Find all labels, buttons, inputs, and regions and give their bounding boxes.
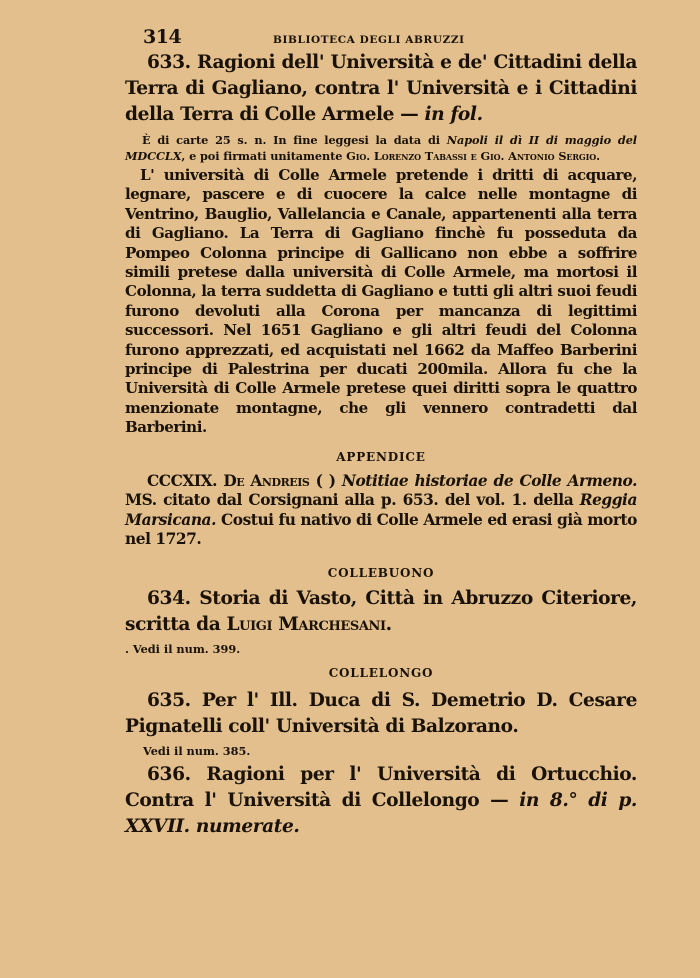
book-page xyxy=(125,26,637,840)
entry-number: 635. xyxy=(147,689,191,711)
appendice-title: Notitiae historiae de Colle Armeno. xyxy=(341,471,637,490)
entry-format: in 8.° di p. XXVII. numerate. xyxy=(125,789,637,837)
entry-636-title xyxy=(125,762,637,840)
entry-635-see: Vedi il num. 385. xyxy=(143,743,251,758)
appendice-text-2: Costui fu nativo di Colle Armele ed erasi già morto nel 1727. xyxy=(125,510,637,549)
entry-title-text: Storia di Vasto, Città in Abruzzo Citeriore, scritta da xyxy=(125,587,638,635)
entry-title-text: Per l' Ill. Duca di S. Demetrio D. Cesare Pignatelli coll' Università di Balzorano. xyxy=(125,689,637,737)
running-head: BIBLIOTECA DEGLI ABRUZZI xyxy=(273,34,465,46)
entry-title-text: Ragioni per l' Università di Ortucchio. Contra l' Università di Collelongo — xyxy=(125,763,637,811)
collelongo-heading: COLLELONGO xyxy=(328,665,434,680)
entry-635-title xyxy=(125,688,637,740)
appendice-number: CCCXIX. xyxy=(147,471,218,490)
appendice-entry xyxy=(125,472,637,550)
entry-634-title xyxy=(125,586,637,638)
appendice-text: MS. citato dal Corsignani alla p. 653. del vol. 1. della xyxy=(125,491,574,510)
entry-author: Luigi Marchesani. xyxy=(226,613,392,635)
entry-634-see: . Vedi il num. 399. xyxy=(125,641,241,656)
entry-title-text: Ragioni dell' Università e de' Cittadini della Terra di Gagliano, contra l' Università e i Cittadini della Terra di Colle Armele — xyxy=(125,52,637,125)
entry-number: 634. xyxy=(147,587,191,609)
note-text-2: , e poi firmati unitamente xyxy=(181,149,343,163)
entry-number: 636. xyxy=(147,763,191,785)
appendice-heading: APPENDICE xyxy=(336,449,426,464)
note-text: È di carte 25 s. n. In fine leggesi la data di xyxy=(142,133,440,147)
entry-633-body: L' università di Colle Armele pretende i dritti di acquare, legnare, pascere e di cuocere la calce nelle montagne di Ventrino, Bauglio, Vallelancia e Canale, appartenenti alla terra di Gagliano. La Terra di Gagliano finchè fu posseduta da Pompeo Colonna principe di Gallicano non ebbe a soffrire simili pretese dalla università di Colle Armele, ma mortosi il Colonna, la terra suddetta di Gagliano e tutti gli altri suoi feudi furono devoluti alla Corona per mancanza di legittimi successori. Nel 1651 Gagliano e gli altri feudi del Colonna furono apprezzati, ed acquistati nel 1662 da Maffeo Barberini principe di Palestrina per ducati 200mila. Allora fu che la Università di Colle Armele pretese quei diritti sopra le quattro menzionate montagne, che gli vennero contradetti dal Barberini. xyxy=(125,166,637,437)
entry-633-note xyxy=(125,132,637,164)
collebuono-heading: COLLEBUONO xyxy=(327,565,435,580)
page-header xyxy=(125,26,637,50)
appendice-work: Reggia Marsicana. xyxy=(125,491,637,529)
appendice-author: De Andreis ( ) xyxy=(223,471,336,490)
note-date: Napoli il dì II di maggio del MDCCLX xyxy=(125,133,637,163)
entry-633-title xyxy=(125,50,637,128)
page-number: 314 xyxy=(143,26,182,48)
note-signatories: Gio. Lorenzo Tabassi e Gio. Antonio Sergio. xyxy=(346,149,601,163)
entry-format: in fol. xyxy=(424,104,483,125)
entry-number: 633. xyxy=(147,52,191,73)
